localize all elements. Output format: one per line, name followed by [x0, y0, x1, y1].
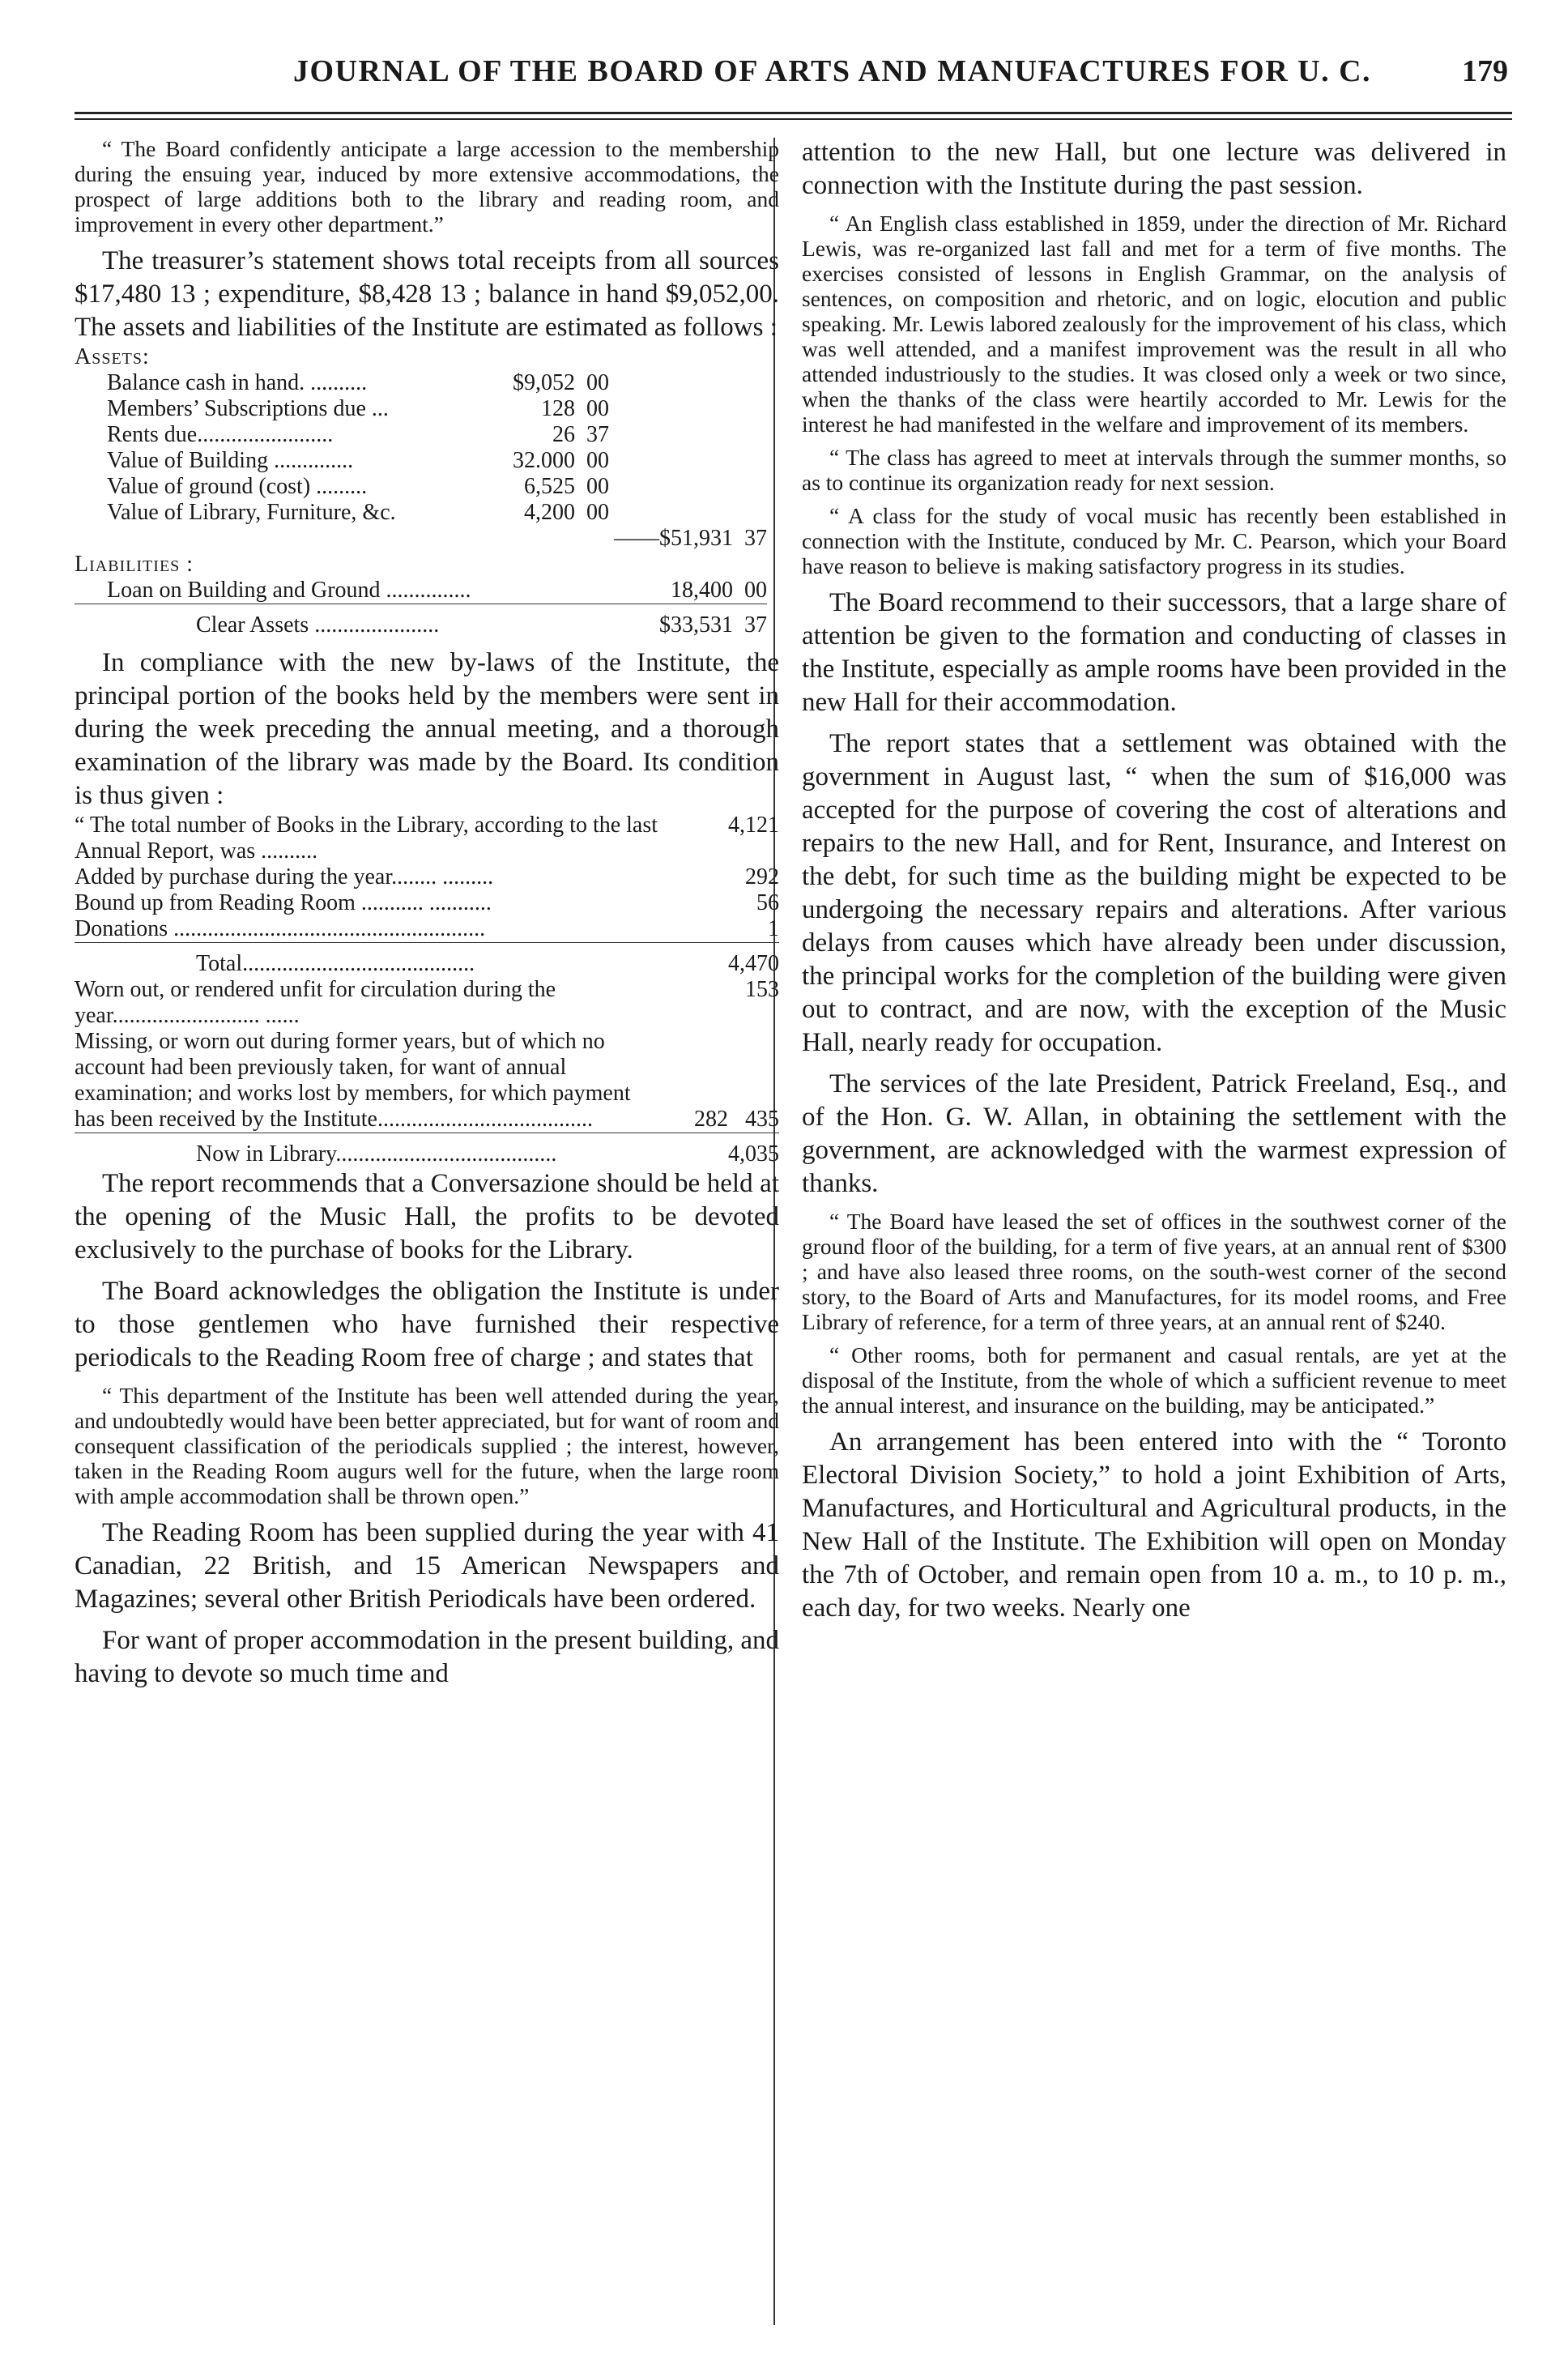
ledger-label: “ The total number of Books in the Library, according to the last Annual Report, was .......... — [75, 813, 658, 864]
ledger-amount: 56 — [756, 890, 779, 915]
page-number: 179 — [1462, 54, 1508, 88]
body-paragraph: An arrangement has been entered into with the “ Toronto Electoral Division Society,” to hold a joint Exhibition of Arts, Manufactures, and Horticultural and Agricultural products, in the New Hall of the Institute. The Exhibition will open on Monday the 7th of October, and remain open from 10 a. m., to 10 p. m., each day, for two weeks. Nearly one — [802, 1427, 1506, 1623]
body-paragraph: The services of the late President, Patrick Freeland, Esq., and of the Hon. G. W. Allan, in obtaining the settlement with the government, are acknowledged with the warmest expression of thanks. — [802, 1069, 1506, 1198]
clear-assets-amount: $33,531 37 — [659, 612, 767, 638]
ledger-label: Missing, or worn out during former years, but of which no account had been previously taken, for want of annual examination; and works lost by members, for which payment has been received by the Institute...................................... — [75, 1029, 631, 1132]
quote-paragraph: “ A class for the study of vocal music has recently been established in connection with the Institute, conduced by Mr. C. Pearson, which your Board have reason to believe is making satisfactory progress in its studies. — [802, 503, 1506, 578]
running-header — [75, 53, 1508, 102]
body-paragraph: The report recommends that a Conversazione should be held at the opening of the Music Hall, the profits to be devoted exclusively to the purchase of books for the Library. — [75, 1169, 779, 1265]
body-paragraph: The Reading Room has been supplied during the year with 41 Canadian, 22 British, and 15 American Newspapers and Magazines; several other British Periodicals have been ordered. — [75, 1518, 779, 1614]
quote-paragraph: “ The Board confidently anticipate a large accession to the membership during the ensuing year, induced by more extensive accommodations, the prospect of large additions both to the library and reading room, and improvement in every other department.” — [75, 136, 779, 237]
quote-paragraph: “ The class has agreed to meet at intervals through the summer months, so as to continue its organization ready for next session. — [802, 445, 1506, 495]
body-paragraph: The Board recommend to their successors, that a large share of attention be given to the formation and conducting of classes in the Institute, especially as ample rooms have been provided in the new Hall for their accommodation. — [802, 588, 1506, 717]
ledger-label: Value of Building .............. — [107, 448, 354, 473]
ledger-amount: 4,121 — [728, 813, 779, 838]
ledger-amount: $9,052 00 — [513, 370, 609, 395]
body-paragraph: The report states that a settlement was obtained with the government in August last, “ when the sum of $16,000 was accepted for the purpose of covering the cost of alterations and repairs to the new Hall, and for Rent, Insurance, and Interest on the debt, for such time as the building might be expected to be undergoing the necessary repairs and alterations. After various delays from causes which have already been under discussion, the principal works for the completion of the building were given out to contract, and are now, with the exception of the Music Hall, nearly ready for occupation. — [802, 729, 1506, 1057]
ledger-label: Rents due........................ — [107, 422, 334, 447]
assets-heading: Assets: — [75, 344, 150, 369]
header-rule-thin — [75, 118, 1512, 120]
ledger-amount: 153 — [745, 977, 779, 1002]
ledger-label: Added by purchase during the year........ ......... — [75, 864, 494, 889]
quote-paragraph: “ An English class established in 1859, under the direction of Mr. Richard Lewis, was re-organized last fall and met for a term of five months. The exercises consisted of lessons in English Grammar, on the analysis of sentences, on composition and rhetoric, and on logic, elocution and public speaking. Mr. Lewis labored zealously for the improvement of his class, which was well attended, and a manifest improvement was the result in all who attended industriously to the studies. It was closed only a week or two since, when the thanks of the class were heartily accorded to Mr. Lewis for the interest he had manifested in the welfare and improvement of its members. — [802, 211, 1506, 437]
quote-paragraph: “ The Board have leased the set of offices in the southwest corner of the ground floor of the building, for a term of five years, at an annual rent of $300 ; and have also leased three rooms, on the south-west corner of the second story, to the Board of Arts and Manufactures, for its model rooms, and Free Library of reference, for a term of three years, at an annual rent of $240. — [802, 1209, 1506, 1334]
total-label: Total......................................... — [196, 951, 475, 976]
ledger-amount: 4,200 00 — [524, 500, 609, 525]
body-paragraph: In compliance with the new by-laws of the Institute, the principal portion of the books held by the members were sent in during the week preceding the annual meeting, and a thorough examination of the library was made by the Board. Its condition is thus given : — [75, 648, 779, 810]
assets-total: ——$51,931 37 — [614, 526, 767, 551]
ledger-label: Worn out, or rendered unfit for circulation during the year.......................... ...... — [75, 977, 556, 1028]
ledger-amount: 128 00 — [541, 396, 609, 421]
assets-ledger — [75, 344, 779, 638]
ledger-amount: 282 435 — [694, 1107, 779, 1132]
header-rule — [75, 112, 1512, 114]
ledger-label: Value of ground (cost) ......... — [107, 474, 368, 499]
clear-assets-label: Clear Assets ...................... — [196, 612, 440, 638]
total-amount: 4,470 — [728, 951, 779, 976]
left-column — [75, 136, 779, 1691]
ledger-label: Loan on Building and Ground ............... — [107, 578, 471, 603]
ledger-amount: 18,400 00 — [671, 578, 767, 603]
ledger-amount: 292 — [745, 864, 779, 889]
ledger-label: Balance cash in hand. .......... — [107, 370, 368, 395]
now-amount: 4,035 — [728, 1141, 779, 1167]
liabilities-heading: Liabilities : — [75, 552, 194, 577]
ledger-label: Bound up from Reading Room ........... ........... — [75, 890, 492, 915]
ledger-amount: 26 37 — [552, 422, 609, 447]
ledger-label: Donations ....................................................... — [75, 916, 486, 941]
ledger-amount: 6,525 00 — [524, 474, 609, 499]
body-paragraph: The Board acknowledges the obligation the Institute is under to those gentlemen who have furnished their respective periodicals to the Reading Room free of charge ; and states that — [75, 1277, 779, 1372]
body-paragraph: attention to the new Hall, but one lecture was delivered in connection with the Institute during the past session. — [802, 138, 1506, 200]
quote-paragraph: “ Other rooms, both for permanent and casual rentals, are yet at the disposal of the Institute, from the whole of which a sufficient revenue to meet the annual interest, and insurance on the building, may be anticipated.” — [802, 1342, 1506, 1418]
journal-title: JOURNAL OF THE BOARD OF ARTS AND MANUFACTURES FOR U. C. — [293, 54, 1372, 88]
ledger-amount: 1 — [768, 916, 779, 941]
books-ledger — [75, 813, 779, 1167]
ledger-amount: 32.000 00 — [513, 448, 609, 473]
now-label: Now in Library....................................... — [196, 1141, 557, 1167]
right-column — [802, 136, 1506, 1625]
body-paragraph: The treasurer’s statement shows total receipts from all sources $17,480 13 ; expenditure, $8,428 13 ; balance in hand $9,052,00. The assets and liabilities of the Institute are estimated as follows : — [75, 246, 779, 342]
quote-paragraph: “ This department of the Institute has been well attended during the year, and undoubtedly would have been better appreciated, but for want of room and consequent classification of the periodicals supplied ; the interest, however, taken in the Reading Room augurs well for the future, when the large room with ample accommodation shall be thrown open.” — [75, 1383, 779, 1508]
body-paragraph: For want of proper accommodation in the present building, and having to devote so much time and — [75, 1626, 779, 1688]
ledger-label: Members’ Subscriptions due ... — [107, 396, 389, 421]
ledger-label: Value of Library, Furniture, &c. — [107, 500, 396, 525]
